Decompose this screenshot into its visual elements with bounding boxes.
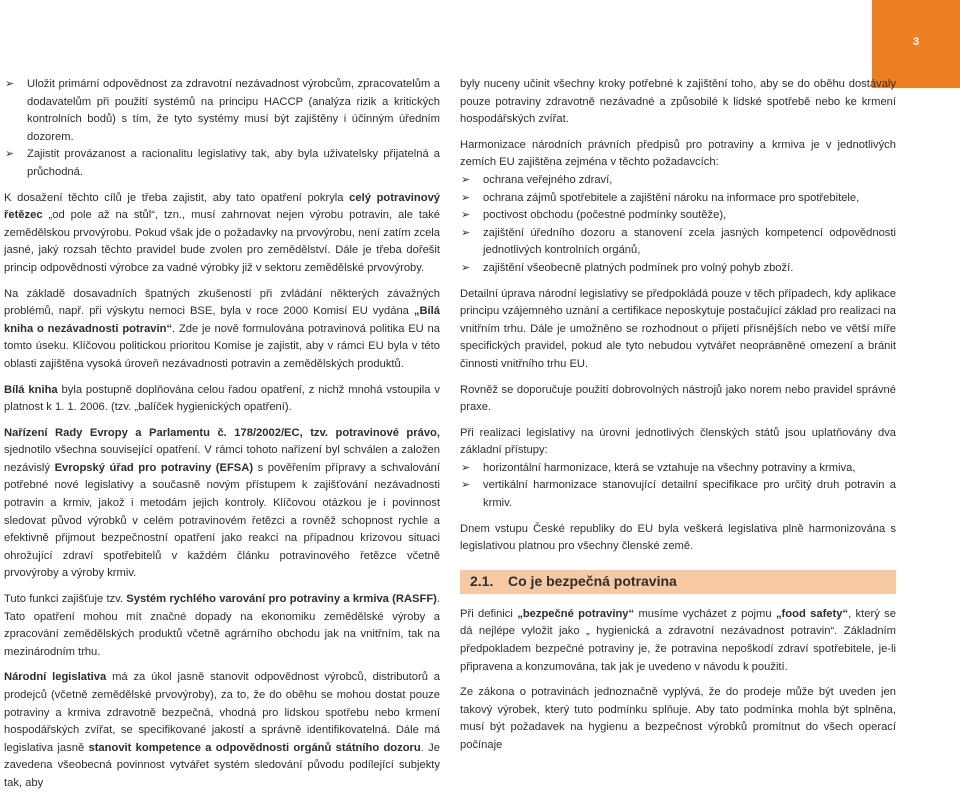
paragraph: Harmonizace národních právních předpisů pro potraviny a krmiva je v jednotlivých zemích EU zajištěna zejména v těchto požadavcích: [460, 138, 896, 169]
list-item: ➢ vertikální harmonizace stanovující detailní specifikace pro určitý druh potravin a krmiv. [461, 479, 896, 510]
paragraph: Bílá kniha byla postupně doplňována celou řadou opatření, z nichž mnohá vstoupila v platnost k 1. 1. 2006. (tzv. „balíček hygienických opatření). [4, 383, 440, 414]
paragraph: Tuto funkci zajišťuje tzv. Systém rychlého varování pro potraviny a krmiva (RASFF). Tato opatření mohou mít značné dopady na ekonomiku zemědělské výroby a zpracování zemědělských produktů včetně agrárního obchodu jak na vnitřním, tak na mezinárodním trhu. [4, 593, 440, 658]
list-item: ➢ ochrana veřejného zdraví, [460, 172, 896, 190]
page-number-badge [872, 0, 960, 88]
list-item: ➢ poctivost obchodu (počestné podmínky soutěže), [460, 207, 896, 225]
goals-list [4, 76, 440, 182]
paragraph: Při realizaci legislativy na úrovni jednotlivých členských států jsou uplatňovány dva základní přístupy: [460, 426, 896, 457]
paragraph: byly nuceny učinit všechny kroky potřebné k zajištění toho, aby se do oběhu dostávaly pouze potraviny zdravotně nezávadné a způsobilé k lidské spotřebě nebo ke krmení hospodářských zvířat. [460, 78, 896, 126]
arrow-bullet-icon: ➢ [461, 226, 471, 239]
paragraph: Rovněž se doporučuje použití dobrovolných nástrojů jako norem nebo pravidel správné praxe. [460, 383, 896, 414]
arrow-bullet-icon: ➢ [5, 78, 15, 90]
list-item: ➢ zajištění všeobecně platných podmínek pro volný pohyb zboží. [460, 260, 896, 278]
arrow-bullet-icon: ➢ [461, 461, 471, 474]
paragraph: Na základě dosavadních špatných zkušeností při zvládání některých závažných problémů, např. při výskytu nemoci BSE, byla v roce 2000 Komisí EU vydána „Bílá kniha o nezávadnosti potravin“. Zde je nově formulována potravinová politika EU na tomto úseku. Klíčovou politickou prioritou Komise je zajistit, aby v rámci EU byla v této oblasti zajištěna vysoká úroveň nezávadnosti potravin a zemědělských produktů. [4, 287, 440, 370]
approaches-list [460, 460, 896, 513]
paragraph: Dnem vstupu České republiky do EU byla veškerá legislativa plně harmonizována s legislativou platnou pro všechny členské země. [460, 522, 896, 553]
list-item: ➢ Uložit primární odpovědnost za zdravotní nezávadnost výrobcům, zpracovatelům a dodavatelům při použití systémů na principu HACCP (analýza rizik a kritických kontrolních bodů) s tím, že tyto systémy musí být zajištěny i účinným úředním dozorem. [5, 78, 440, 143]
arrow-bullet-icon: ➢ [461, 191, 471, 204]
paragraph: Nařízení Rady Evropy a Parlamentu č. 178/2002/EC, tzv. potravinové právo, sjednotilo všechna související opatření. V rámci tohoto nařízení byl schválen a založen nezávislý Evropský úřad pro potraviny (EFSA) s pověřením přípravy a schvalování potřebné nové legislativy a současně novým přístupem k zajišťování nezávadnosti potravin a krmiv, jakož i metodám jejich kontroly. Klíčovou otázkou je i povinnost sledovat původ výrobků v celém potravinovém řetězci a rovněž schopnost rychle a efektivně přijmout bezpečnostní opatření jako reakci na případnou krizovou situaci ohrožující zdraví spotřebitelů v každém článku potravinového řetězce včetně prvovýroby a výroby krmiv. [4, 426, 441, 580]
page-number: 3 [912, 36, 920, 48]
section-number: 2.1. [470, 573, 494, 590]
list-item: ➢ ochrana zájmů spotřebitele a zajištění nároku na informace pro spotřebitele, [460, 190, 896, 208]
paragraph: Národní legislativa má za úkol jasně stanovit odpovědnost výrobců, distributorů a prodejců (včetně zemědělské prvovýroby), za to, že do oběhu se mohou dostat pouze potraviny a krmiva zdravotně bezpečná, vhodná pro lidskou spotřebu nebo krmení hospodářských zvířat, se specifikované jakostí a správně identifikovatelná. Dále má legislativa jasně stanovit kompetence a odpovědnosti orgánů státního dozoru. Je zavedena všeobecná povinnost vytvářet systém sledování původu podílející subjekty tak, aby [4, 671, 440, 789]
section-heading [460, 570, 896, 594]
right-column [460, 76, 896, 763]
section-title: Co je bezpečná potravina [504, 573, 677, 591]
paragraph: Detailní úprava národní legislativy se předpokládá pouze v těch případech, kdy aplikace principu vzájemného uznání a certifikace neposkytuje postačující základ pro realizaci na vnitřním trhu. Dále je umožněno se rozhodnout o přijetí přísnějších nebo ve větší míře specifických pravidel, pokud ale tyto nebudou vytvářet neopráвněné omezení a bránit činnosti vnitřního trhu EU. [460, 287, 896, 370]
arrow-bullet-icon: ➢ [461, 173, 471, 186]
arrow-bullet-icon: ➢ [461, 209, 471, 222]
arrow-bullet-icon: ➢ [461, 261, 471, 274]
paragraph: Ze zákona o potravinách jednoznačně vyplývá, že do prodeje může být uveden jen takový výrobek, který tuto podmínku splňuje. Aby tato podmínka mohla být splněna, musí být požadavek na hygienu a bezpečnost výrobků promítnut do všech operací počínaje [460, 686, 896, 751]
list-item: ➢ zajištění úředního dozoru a stanovení zcela jasných kompetencí odpovědnosti jednotlivých kontrolních orgánů, [461, 226, 896, 257]
arrow-bullet-icon: ➢ [461, 479, 471, 492]
paragraph: K dosažení těchto cílů je třeba zajistit, aby tato opatření pokryla celý potravinový řetězec „od pole až na stůl“, tzn., musí zahrnovat nejen výrobu potravin, ale také zemědělskou prvovýrobu. Pokud však jde o požadavky na prvovýrobu, není zatím zcela jasné, jaký rozsah těchto pravidel bude zvolen pro zemědělství. Dále je třeba dořešit princip odpovědnosti výrobce za vadné výrobky již v sektoru zemědělské prvovýroby. [4, 191, 441, 274]
paragraph: Při definici „bezpečné potraviny“ musíme vycházet z pojmu „food safety“, který se dá nejlépe vyložit jako „ hygienická a zdravotní nezávadnost potravin“. Základním předpokladem bezpečné potraviny je, že potravina nepoškodí zdraví spotřebitele, je-li připravena a konzumována, tak jak je uvedeno v návodu k použití. [460, 607, 896, 673]
list-item: ➢ horizontální harmonizace, která se vztahuje na všechny potraviny a krmiva, [460, 460, 896, 478]
list-item: ➢ Zajistit provázanost a racionalitu legislativy tak, aby byla uživatelsky přijatelná a průchodná. [5, 148, 440, 178]
arrow-bullet-icon: ➢ [5, 148, 15, 161]
requirements-list [460, 172, 896, 278]
left-column [4, 76, 440, 801]
